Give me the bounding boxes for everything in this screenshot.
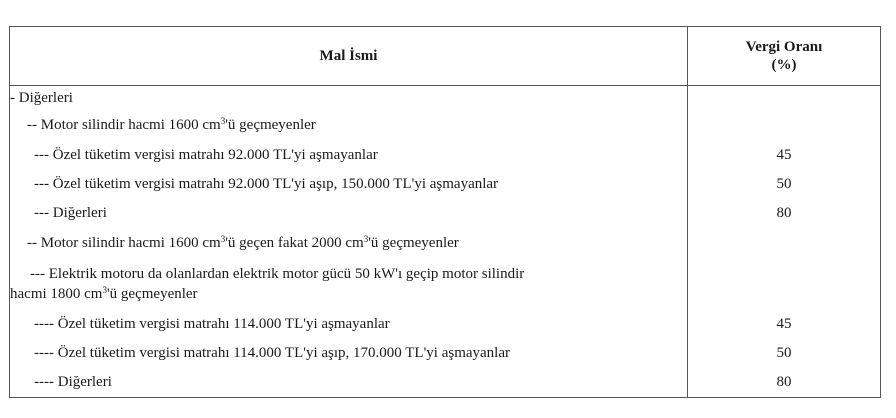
row-name	[10, 111, 688, 141]
row-name: - Diğerleri	[10, 86, 688, 111]
row-name-part: -- Motor silindir hacmi 1600 cm	[27, 234, 221, 251]
row-name-part: -- Motor silindir hacmi 1600 cm	[27, 117, 221, 133]
header-tax-rate-title: Vergi Oranı	[745, 39, 823, 55]
table-row	[10, 310, 881, 339]
table-row	[10, 86, 881, 111]
row-name-part: 'ü geçen fakat 2000 cm	[225, 234, 364, 251]
table-row	[10, 229, 881, 258]
row-name: --- Özel tüketim vergisi matrahı 92.000 TL'yi aşıp, 150.000 TL'yi aşmayanlar	[10, 170, 688, 199]
row-name-part: hacmi 1800 cm	[10, 285, 103, 302]
header-tax-rate	[688, 27, 881, 86]
table-row	[10, 369, 881, 398]
row-name-line: --- Elektrik motoru da olanlardan elektrik motor gücü 50 kW'ı geçip motor silindir	[30, 265, 525, 282]
row-name	[10, 258, 688, 310]
table-row	[10, 111, 881, 141]
tax-rate-table	[9, 26, 881, 398]
row-name-part: 'ü geçmeyenler	[225, 117, 316, 133]
superscript: 3	[220, 116, 226, 126]
superscript: 3	[363, 233, 369, 244]
row-rate	[688, 258, 881, 310]
superscript: 3	[102, 284, 107, 295]
row-rate	[688, 86, 881, 111]
superscript: 3	[220, 233, 226, 244]
table-row	[10, 170, 881, 199]
table-row	[10, 141, 881, 170]
row-name-part: 'ü geçmeyenler	[106, 285, 198, 302]
header-goods-name: Mal İsmi	[10, 27, 688, 86]
table-row	[10, 339, 881, 369]
table-row	[10, 258, 881, 310]
header-tax-rate-unit: (%)	[771, 57, 797, 73]
row-name: ---- Özel tüketim vergisi matrahı 114.000 TL'yi aşıp, 170.000 TL'yi aşmayanlar	[10, 339, 688, 369]
row-name	[10, 229, 688, 258]
row-rate	[688, 229, 881, 258]
row-name: ---- Diğerleri	[10, 369, 688, 398]
row-rate: 80	[688, 369, 881, 398]
row-rate: 80	[688, 199, 881, 229]
row-rate: 50	[688, 339, 881, 369]
table-header-row	[10, 27, 881, 86]
row-rate: 45	[688, 141, 881, 170]
row-name-part: 'ü geçmeyenler	[368, 234, 459, 251]
row-rate	[688, 111, 881, 141]
row-rate: 50	[688, 170, 881, 199]
row-name: --- Özel tüketim vergisi matrahı 92.000 TL'yi aşmayanlar	[10, 141, 688, 170]
table-row	[10, 199, 881, 229]
row-name: --- Diğerleri	[10, 199, 688, 229]
row-name: ---- Özel tüketim vergisi matrahı 114.000 TL'yi aşmayanlar	[10, 310, 688, 339]
row-rate: 45	[688, 310, 881, 339]
